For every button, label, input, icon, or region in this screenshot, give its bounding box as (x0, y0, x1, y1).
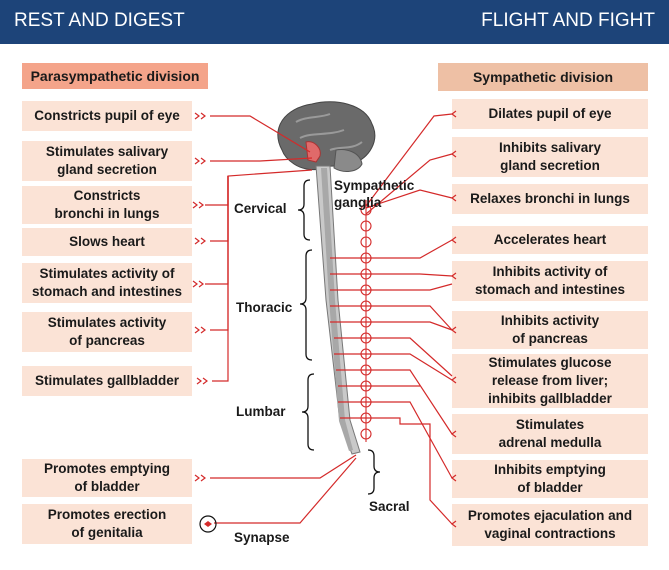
symp-effect-stomach: Inhibits activity of stomach and intestines (452, 261, 648, 301)
symp-effect-heart: Accelerates heart (452, 226, 648, 254)
para-effect-bronchi: Constricts bronchi in lungs (22, 186, 192, 224)
para-effect-genitalia: Promotes erection of genitalia (22, 504, 192, 544)
para-effect-stomach: Stimulates activity of stomach and intestines (22, 263, 192, 303)
para-effect-pupil: Constricts pupil of eye (22, 101, 192, 131)
symp-effect-bronchi: Relaxes bronchi in lungs (452, 184, 648, 214)
para-effect-heart: Slows heart (22, 228, 192, 256)
label-lumbar: Lumbar (236, 404, 286, 419)
synapse-marker (204, 521, 212, 527)
brain-icon (278, 102, 375, 172)
symp-effect-liver: Stimulates glucose release from liver; inhibits gallbladder (452, 354, 648, 408)
para-effect-salivary: Stimulates salivary gland secretion (22, 141, 192, 181)
sympathetic-header: Sympathetic division (438, 63, 648, 91)
symp-effect-pupil: Dilates pupil of eye (452, 99, 648, 129)
para-effect-gallbladder: Stimulates gallbladder (22, 366, 192, 396)
label-sympathetic-ganglia: Sympathetic ganglia (334, 178, 415, 210)
parasympathetic-header: Parasympathetic division (22, 63, 208, 89)
symp-effect-salivary: Inhibits salivary gland secretion (452, 137, 648, 177)
parasympathetic-target-markers (193, 113, 207, 481)
symp-effect-bladder: Inhibits emptying of bladder (452, 460, 648, 498)
label-cervical: Cervical (234, 201, 287, 216)
sympathetic-nerve-lines (330, 114, 452, 524)
flight-and-fight-title: FLIGHT AND FIGHT (481, 10, 655, 31)
sympathetic-target-markers (452, 111, 456, 527)
para-effect-bladder: Promotes emptying of bladder (22, 459, 192, 497)
symp-effect-adrenal: Stimulates adrenal medulla (452, 414, 648, 454)
label-thoracic: Thoracic (236, 300, 293, 315)
label-synapse: Synapse (234, 530, 290, 545)
label-sacral: Sacral (369, 499, 410, 514)
symp-effect-genitalia: Promotes ejaculation and vaginal contractions (452, 504, 648, 546)
rest-and-digest-title: REST AND DIGEST (14, 10, 185, 31)
symp-effect-pancreas: Inhibits activity of pancreas (452, 311, 648, 349)
para-effect-pancreas: Stimulates activity of pancreas (22, 312, 192, 352)
sympathetic-ganglia-chain (361, 200, 371, 442)
